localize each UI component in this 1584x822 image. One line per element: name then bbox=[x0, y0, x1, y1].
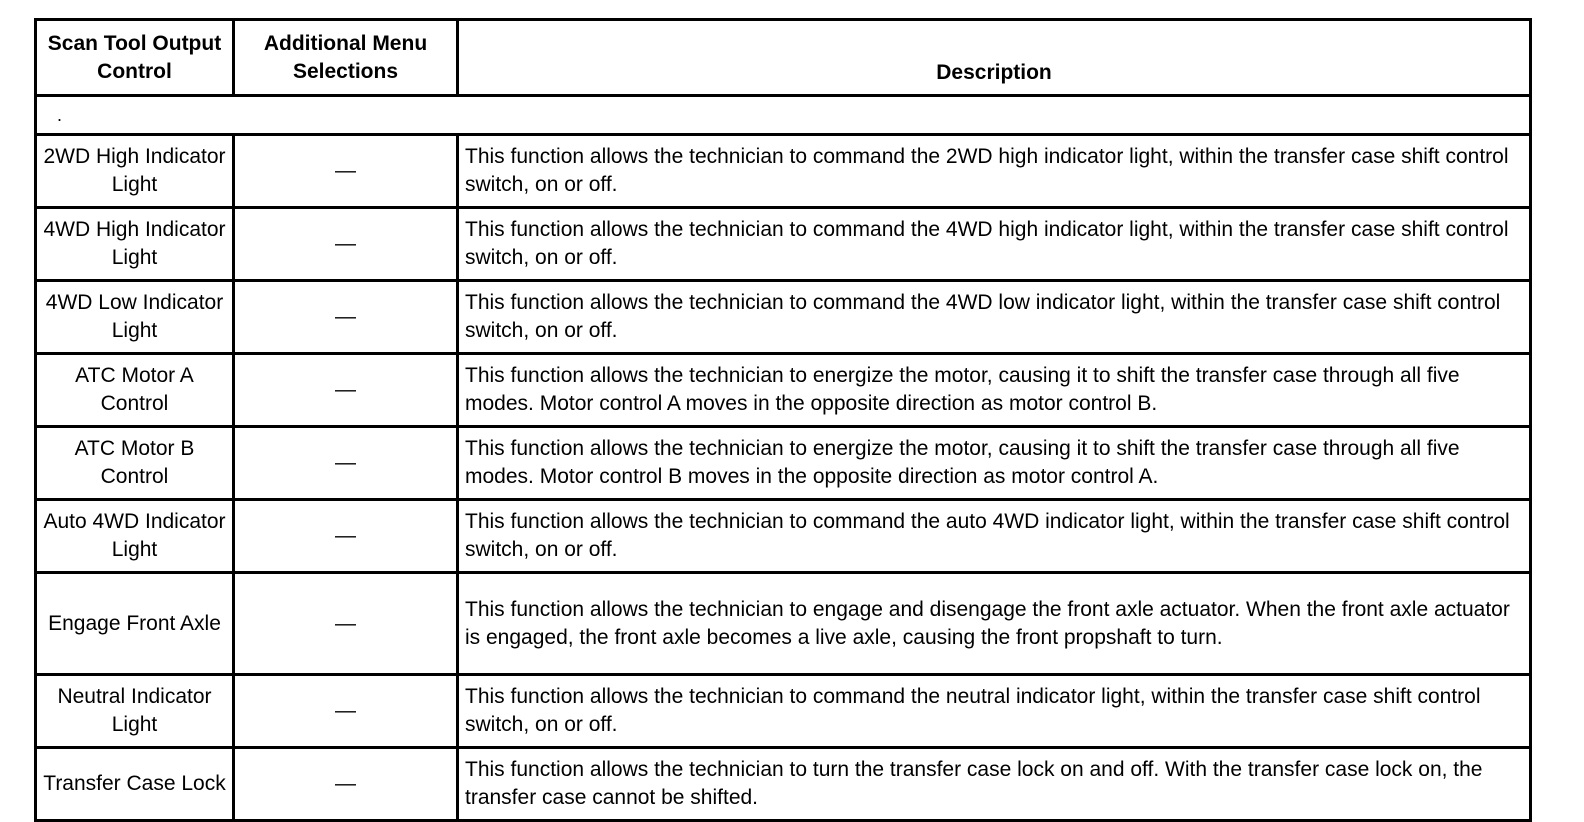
row-control-name: ATC Motor A Control bbox=[36, 354, 234, 427]
table-row bbox=[36, 500, 1531, 573]
output-controls-table bbox=[34, 18, 1532, 822]
row-menu-selection: — bbox=[234, 427, 458, 500]
row-menu-selection: — bbox=[234, 500, 458, 573]
row-description: This function allows the technician to command the 2WD high indicator light, within the transfer case shift control switch, on or off. bbox=[458, 135, 1531, 208]
row-control-name: Neutral Indicator Light bbox=[36, 675, 234, 748]
row-menu-selection: — bbox=[234, 354, 458, 427]
row-control-name: 4WD High Indicator Light bbox=[36, 208, 234, 281]
row-description: This function allows the technician to engage and disengage the front axle actuator. When the front axle actuator is engaged, the front axle becomes a live axle, causing the front propshaft to turn. bbox=[458, 573, 1531, 675]
header-row bbox=[36, 20, 1531, 96]
table-body bbox=[36, 96, 1531, 821]
row-menu-selection: — bbox=[234, 281, 458, 354]
row-control-name: 2WD High Indicator Light bbox=[36, 135, 234, 208]
row-menu-selection: — bbox=[234, 135, 458, 208]
row-control-name: ATC Motor B Control bbox=[36, 427, 234, 500]
section-row bbox=[36, 96, 1531, 135]
row-menu-selection: — bbox=[234, 748, 458, 821]
table-row bbox=[36, 675, 1531, 748]
header-description: Description bbox=[458, 20, 1531, 96]
section-label: . bbox=[36, 96, 1531, 135]
row-description: This function allows the technician to energize the motor, causing it to shift the transfer case through all five modes. Motor control A moves in the opposite direction as motor control B. bbox=[458, 354, 1531, 427]
table-header bbox=[36, 20, 1531, 96]
row-menu-selection: — bbox=[234, 573, 458, 675]
row-description: This function allows the technician to energize the motor, causing it to shift the transfer case through all five modes. Motor control B moves in the opposite direction as motor control A. bbox=[458, 427, 1531, 500]
table-row bbox=[36, 281, 1531, 354]
table-row bbox=[36, 748, 1531, 821]
row-menu-selection: — bbox=[234, 675, 458, 748]
table-row bbox=[36, 208, 1531, 281]
row-control-name: 4WD Low Indicator Light bbox=[36, 281, 234, 354]
row-control-name: Engage Front Axle bbox=[36, 573, 234, 675]
table-row bbox=[36, 354, 1531, 427]
row-menu-selection: — bbox=[234, 208, 458, 281]
row-control-name: Auto 4WD Indicator Light bbox=[36, 500, 234, 573]
header-additional-menu-selections: Additional Menu Selections bbox=[234, 20, 458, 96]
table-row bbox=[36, 427, 1531, 500]
header-scan-tool-output-control: Scan Tool Output Control bbox=[36, 20, 234, 96]
row-description: This function allows the technician to command the 4WD high indicator light, within the transfer case shift control switch, on or off. bbox=[458, 208, 1531, 281]
table-row bbox=[36, 135, 1531, 208]
row-control-name: Transfer Case Lock bbox=[36, 748, 234, 821]
row-description: This function allows the technician to command the 4WD low indicator light, within the transfer case shift control switch, on or off. bbox=[458, 281, 1531, 354]
row-description: This function allows the technician to turn the transfer case lock on and off. With the transfer case lock on, the transfer case cannot be shifted. bbox=[458, 748, 1531, 821]
row-description: This function allows the technician to command the auto 4WD indicator light, within the transfer case shift control switch, on or off. bbox=[458, 500, 1531, 573]
table-row bbox=[36, 573, 1531, 675]
row-description: This function allows the technician to command the neutral indicator light, within the transfer case shift control switch, on or off. bbox=[458, 675, 1531, 748]
